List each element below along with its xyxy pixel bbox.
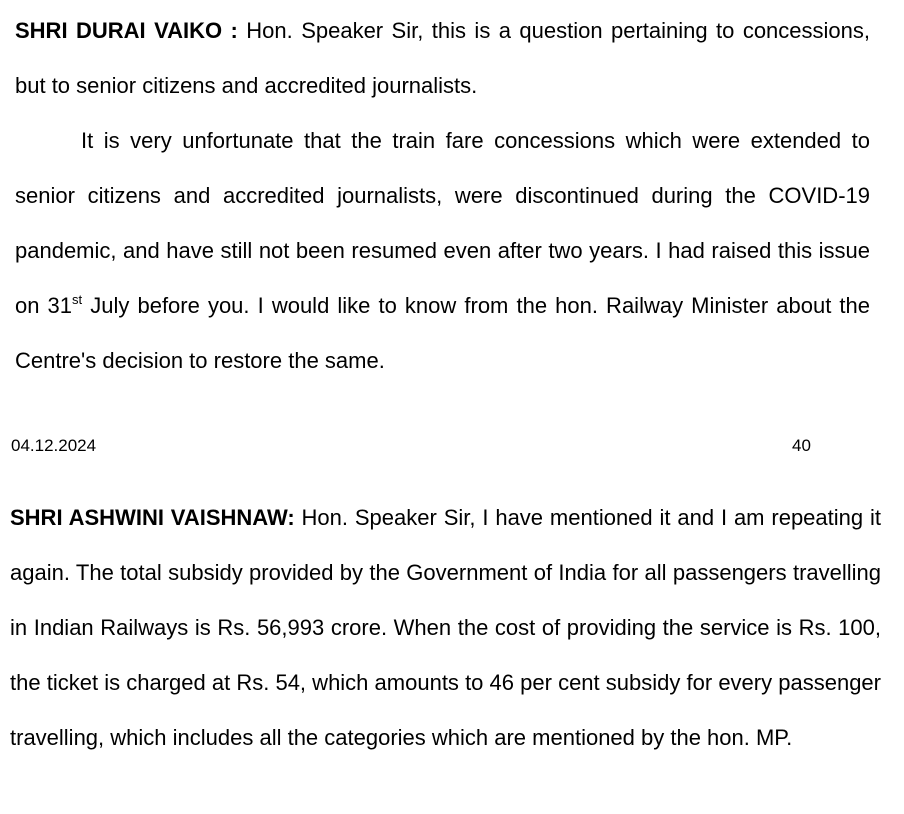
vaiko-question-text: Hon. Speaker Sir, this is a question pertaining to concessions, but to senior citizens and accredited journalists. (15, 18, 870, 98)
vaishnaw-answer-paragraph (10, 490, 881, 765)
followup-text-before: It is very unfortunate that the train fare concessions which were extended to senior citizens and accredited journalists, were discontinued during the COVID-19 pandemic, and have still not been resumed even after two years. I had raised this issue on 31 (15, 128, 870, 318)
page-number: 40 (792, 436, 811, 455)
speaker-name-vaiko: SHRI DURAI VAIKO : (15, 18, 238, 43)
followup-text-after: July before you. I would like to know from the hon. Railway Minister about the Centre's decision to restore the same. (15, 293, 871, 373)
vaiko-question-paragraph (15, 3, 870, 113)
date-ordinal-superscript: st (72, 292, 83, 307)
vaishnaw-answer-text: Hon. Speaker Sir, I have mentioned it and I am repeating it again. The total subsidy provided by the Government of India for all passengers travelling in Indian Railways is Rs. 56,993 crore. When the cost of providing the service is Rs. 100, the ticket is charged at Rs. 54, which amounts to 46 per cent subsidy for every passenger travelling, which includes all the categories which are mentioned by the hon. MP. (10, 505, 881, 750)
speaker-name-vaishnaw: SHRI ASHWINI VAISHNAW: (10, 505, 295, 530)
footer-date: 04.12.2024 (11, 436, 97, 455)
vaiko-followup-paragraph (15, 113, 870, 388)
